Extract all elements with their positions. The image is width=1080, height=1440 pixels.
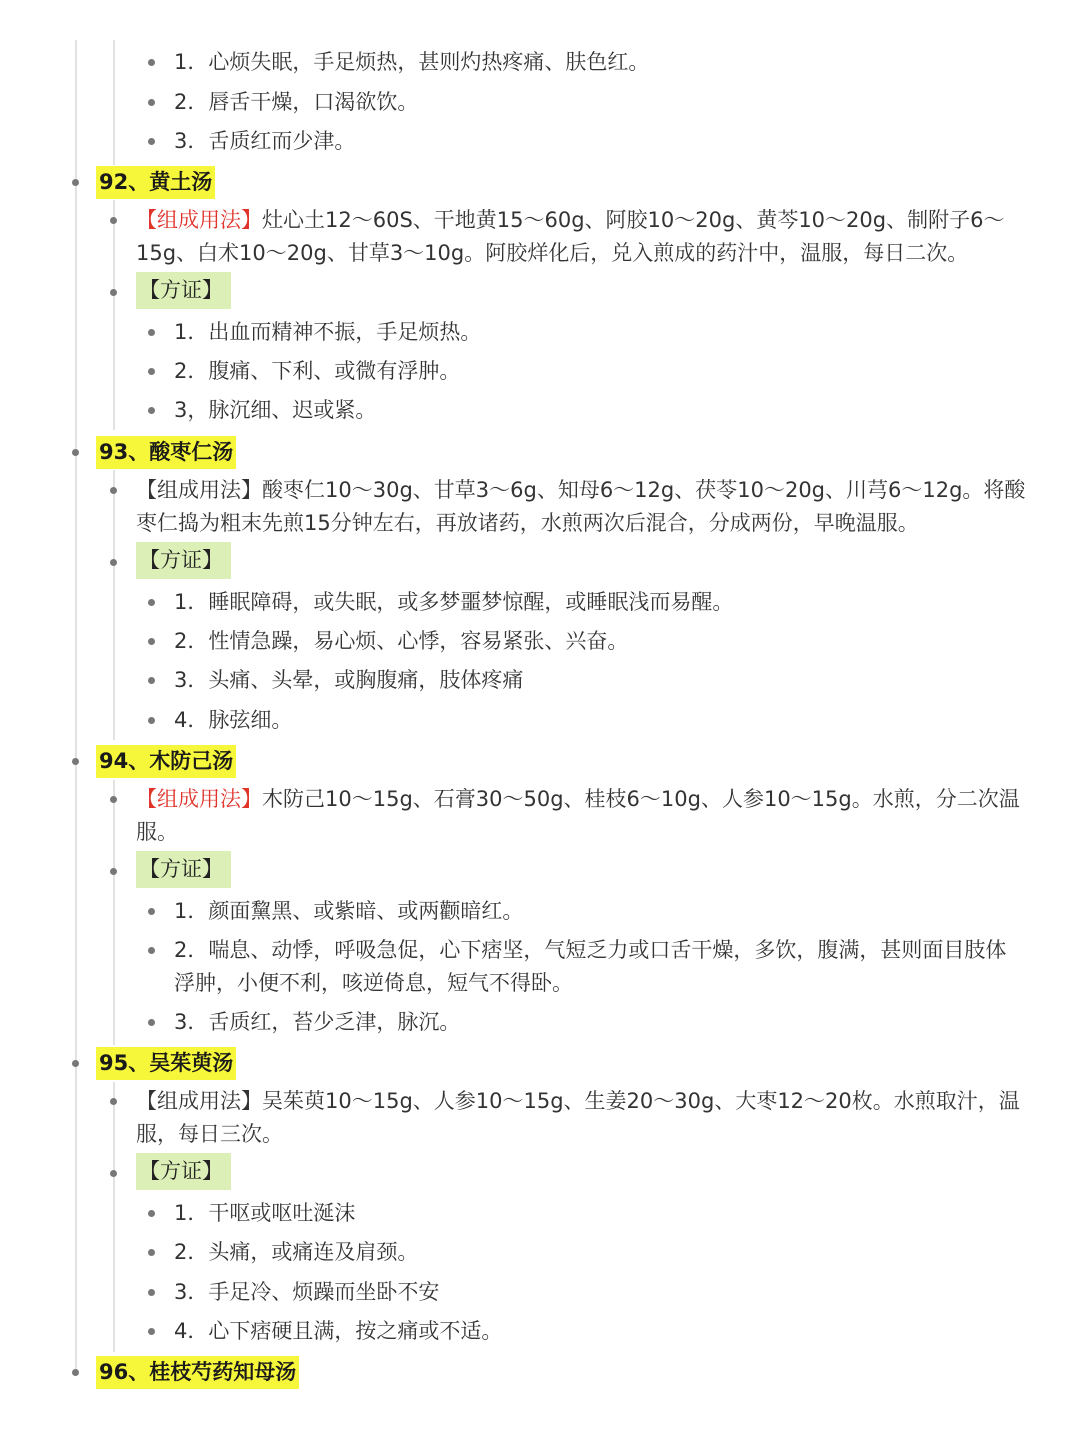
bullet-dot [110, 1170, 117, 1177]
bullet-dot [148, 947, 155, 954]
item-text: 1．出血而精神不振，手足烦热。 [174, 320, 482, 344]
bullet-dot [148, 1328, 155, 1335]
formula-title: 94、木防己汤 [96, 745, 236, 778]
item-text: 4．心下痞硬且满，按之痛或不适。 [174, 1319, 503, 1343]
bullet-dot [110, 559, 117, 566]
fangzheng-label: 【方证】 [136, 851, 231, 888]
bullet-dot [72, 179, 79, 186]
item-text: 3．舌质红，苔少乏津，脉沉。 [174, 1010, 461, 1034]
formula-title: 96、桂枝芍药知母汤 [96, 1356, 299, 1389]
composition-body: 木防己10～15g、石膏30～50g、桂枝6～10g、人参10～15g。水煎，分二次温服。 [136, 787, 1020, 844]
item-text: 2．唇舌干燥，口渴欲饮。 [174, 90, 419, 114]
composition-label: 【组成用法】 [136, 478, 262, 502]
formula-title: 95、吴茱萸汤 [96, 1047, 236, 1080]
bullet-dot [148, 677, 155, 684]
composition-label: 【组成用法】 [136, 1089, 262, 1113]
bullet-dot [148, 368, 155, 375]
bullet-dot [110, 217, 117, 224]
outline-guide-line [113, 200, 115, 430]
outline-guide-line [113, 470, 115, 740]
formula-title: 93、酸枣仁汤 [96, 436, 236, 469]
fangzheng-label: 【方证】 [136, 1153, 231, 1190]
composition-body: 灶心土12～60S、干地黄15～60g、阿胶10～20g、黄芩10～20g、制附子6～15g、白术10～20g、甘草3～10g。阿胶烊化后，兑入煎成的药汁中，温服，每日二次。 [136, 208, 1005, 265]
bullet-dot [148, 138, 155, 145]
bullet-dot [72, 758, 79, 765]
bullet-dot [72, 449, 79, 456]
bullet-dot [148, 638, 155, 645]
item-text: 1．心烦失眠，手足烦热，甚则灼热疼痛、肤色红。 [174, 50, 650, 74]
item-text: 2．喘息、动悸，呼吸急促，心下痞坚，气短乏力或口舌干燥，多饮，腹满，甚则面目肢体浮肿，小便不利，咳逆倚息，短气不得卧。 [174, 938, 1007, 995]
composition-label: 【组成用法】 [136, 208, 262, 232]
bullet-dot [110, 796, 117, 803]
composition-text [136, 1085, 1026, 1151]
fangzheng-label: 【方证】 [136, 542, 231, 579]
outline-guide-line [113, 40, 115, 165]
bullet-dot [148, 407, 155, 414]
composition-body: 吴茱萸10～15g、人参10～15g、生姜20～30g、大枣12～20枚。水煎取汁，温服，每日三次。 [136, 1089, 1020, 1146]
item-text: 1．颜面黧黑、或紫暗、或两颧暗红。 [174, 899, 524, 923]
bullet-dot [110, 1098, 117, 1105]
bullet-dot [148, 1019, 155, 1026]
bullet-dot [110, 487, 117, 494]
bullet-dot [148, 329, 155, 336]
composition-text [136, 783, 1026, 849]
composition-text [136, 474, 1026, 540]
item-text: 1．干呕或呕吐涎沫 [174, 1201, 356, 1225]
item-text: 4．脉弦细。 [174, 708, 293, 732]
bullet-dot [148, 717, 155, 724]
bullet-dot [148, 1210, 155, 1217]
bullet-dot [110, 289, 117, 296]
item-text: 3，脉沉细、迟或紧。 [174, 398, 377, 422]
bullet-dot [148, 59, 155, 66]
bullet-dot [148, 1249, 155, 1256]
bullet-dot [72, 1060, 79, 1067]
outline-guide-line [75, 40, 77, 1370]
item-text: 2．头痛，或痛连及肩颈。 [174, 1240, 419, 1264]
bullet-dot [148, 1289, 155, 1296]
outline-guide-line [113, 1082, 115, 1352]
item-text: 1．睡眠障碍，或失眠，或多梦噩梦惊醒，或睡眠浅而易醒。 [174, 590, 734, 614]
bullet-dot [148, 99, 155, 106]
composition-body: 酸枣仁10～30g、甘草3～6g、知母6～12g、茯苓10～20g、川芎6～12g。将酸枣仁捣为粗末先煎15分钟左右，再放诸药，水煎两次后混合，分成两份，早晚温服。 [136, 478, 1026, 535]
item-text: 3．舌质红而少津。 [174, 129, 356, 153]
composition-text [136, 204, 1026, 270]
formula-title: 92、黄土汤 [96, 166, 215, 199]
bullet-dot [110, 868, 117, 875]
item-text: 3．头痛、头晕，或胸腹痛，肢体疼痛 [174, 668, 524, 692]
bullet-dot [72, 1369, 79, 1376]
bullet-dot [148, 908, 155, 915]
item-text: 2．腹痛、下利、或微有浮肿。 [174, 359, 461, 383]
item-text: 2．性情急躁，易心烦、心悸，容易紧张、兴奋。 [174, 629, 629, 653]
item-text: 3．手足冷、烦躁而坐卧不安 [174, 1280, 440, 1304]
composition-label: 【组成用法】 [136, 787, 262, 811]
outline-guide-line [113, 780, 115, 1045]
fangzheng-label: 【方证】 [136, 272, 231, 309]
bullet-dot [148, 599, 155, 606]
